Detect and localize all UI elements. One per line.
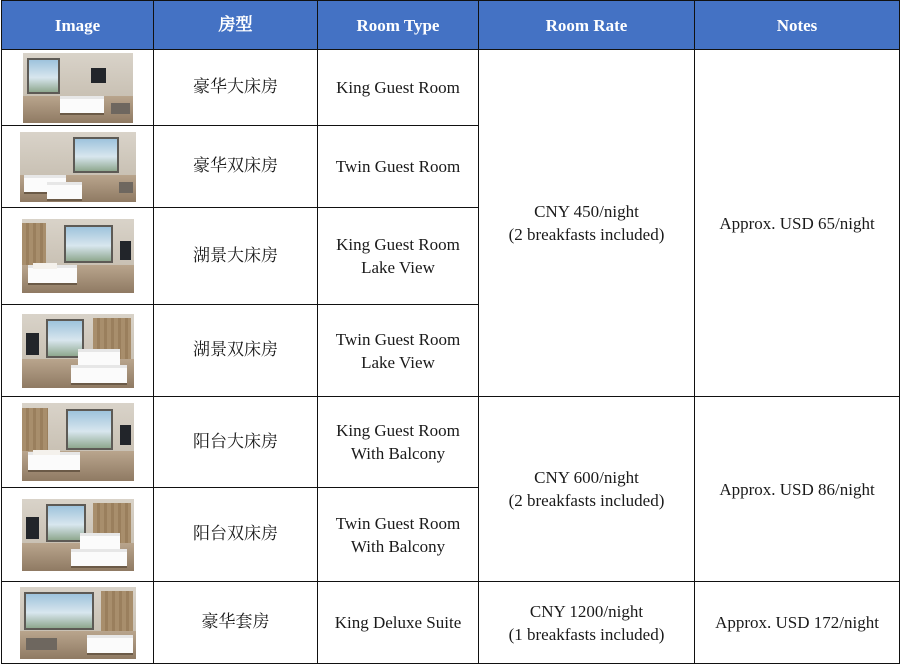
- image-cell: [2, 305, 154, 397]
- room-cn-name: 豪华套房: [154, 582, 318, 664]
- room-rate: CNY 1200/night (1 breakfasts included): [479, 582, 695, 664]
- rate-note: Approx. USD 86/night: [695, 397, 900, 582]
- image-cell: [2, 582, 154, 664]
- image-cell: [2, 208, 154, 305]
- room-type: King Deluxe Suite: [318, 582, 479, 664]
- header-room-type: Room Type: [318, 1, 479, 50]
- room-photo-twin-balcony: [22, 499, 134, 571]
- header-room-cn: 房型: [154, 1, 318, 50]
- room-type: King Guest Room With Balcony: [318, 397, 479, 488]
- room-cn-name: 阳台双床房: [154, 488, 318, 582]
- header-notes: Notes: [695, 1, 900, 50]
- room-type: King Guest Room: [318, 50, 479, 126]
- table-row: [2, 582, 900, 664]
- room-photo-twin-guest: [20, 132, 136, 202]
- room-type: Twin Guest Room: [318, 126, 479, 208]
- rate-note: Approx. USD 65/night: [695, 50, 900, 397]
- room-type: King Guest Room Lake View: [318, 208, 479, 305]
- room-cn-name: 湖景双床房: [154, 305, 318, 397]
- room-rate: CNY 450/night (2 breakfasts included): [479, 50, 695, 397]
- room-rate: CNY 600/night (2 breakfasts included): [479, 397, 695, 582]
- header-room-rate: Room Rate: [479, 1, 695, 50]
- room-photo-king-guest: [23, 53, 133, 123]
- room-rate-table: [1, 0, 900, 664]
- room-photo-twin-lake: [22, 314, 134, 388]
- image-cell: [2, 126, 154, 208]
- room-photo-king-lake: [22, 219, 134, 293]
- room-photo-deluxe-suite: [20, 587, 136, 659]
- image-cell: [2, 50, 154, 126]
- table-row: [2, 50, 900, 126]
- table-row: [2, 397, 900, 488]
- image-cell: [2, 488, 154, 582]
- room-photo-king-balcony: [22, 403, 134, 481]
- room-type: Twin Guest Room Lake View: [318, 305, 479, 397]
- header-row: [2, 1, 900, 50]
- room-cn-name: 湖景大床房: [154, 208, 318, 305]
- room-cn-name: 阳台大床房: [154, 397, 318, 488]
- room-cn-name: 豪华大床房: [154, 50, 318, 126]
- room-cn-name: 豪华双床房: [154, 126, 318, 208]
- rate-note: Approx. USD 172/night: [695, 582, 900, 664]
- room-type: Twin Guest Room With Balcony: [318, 488, 479, 582]
- header-image: Image: [2, 1, 154, 50]
- image-cell: [2, 397, 154, 488]
